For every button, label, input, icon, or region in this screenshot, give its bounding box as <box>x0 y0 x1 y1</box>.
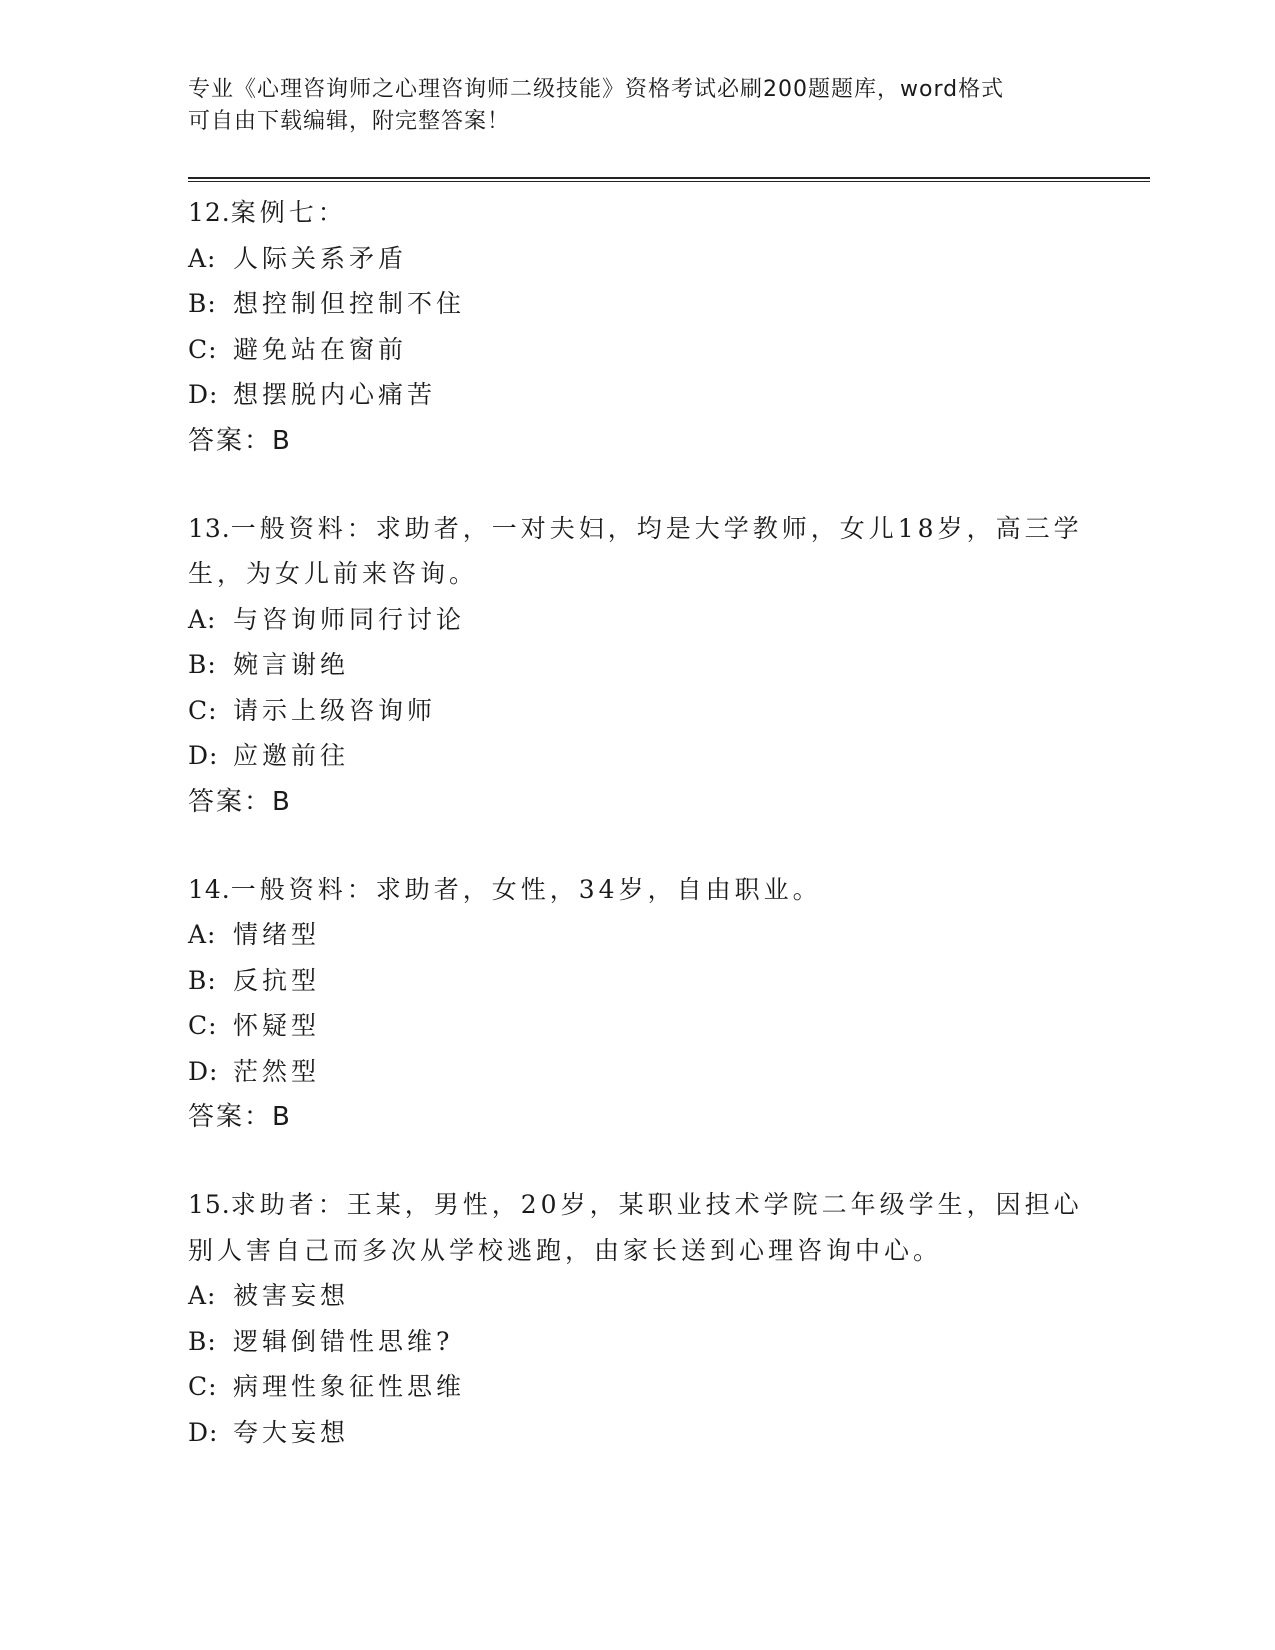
option-text: 婉言谢绝 <box>233 650 350 679</box>
question-number: 12. <box>188 198 231 227</box>
question-13 <box>188 506 1088 825</box>
option-c <box>188 1003 1088 1049</box>
option-text: 避免站在窗前 <box>233 334 408 364</box>
question-text: 案例七： <box>230 198 347 227</box>
question-list <box>188 190 1088 1497</box>
option-b <box>188 958 1088 1004</box>
question-stem <box>188 1182 1088 1273</box>
answer-line: 答案：B <box>188 1102 292 1132</box>
option-text: 病理性象征性思维 <box>233 1372 466 1401</box>
option-key: B: <box>188 1326 217 1356</box>
option-text: 被害妄想 <box>233 1281 350 1310</box>
option-d <box>188 1049 1088 1095</box>
option-text: 逻辑倒错性思维? <box>233 1326 454 1356</box>
option-text: 请示上级咨询师 <box>233 695 437 725</box>
question-text: 一般资料：求助者，一对夫妇，均是大学教师，女儿18岁，高三学生，为女儿前来咨询。 <box>188 513 1083 588</box>
option-key: B: <box>188 289 217 318</box>
question-stem <box>188 190 1088 236</box>
option-key: C: <box>188 695 218 725</box>
option-a <box>188 1273 1088 1319</box>
option-key: C: <box>188 334 218 364</box>
document-header <box>188 74 1068 138</box>
option-key: C: <box>188 1011 218 1040</box>
option-key: C: <box>188 1372 218 1401</box>
option-c <box>188 327 1088 373</box>
question-number: 14. <box>188 874 231 904</box>
question-text: 求助者：王某，男性，20岁，某职业技术学院二年级学生，因担心别人害自己而多次从学校逃跑，由家长送到心理咨询中心。 <box>188 1190 1083 1265</box>
option-key: A: <box>188 920 217 949</box>
option-key: A: <box>188 243 217 273</box>
option-b <box>188 1319 1088 1365</box>
question-number: 15. <box>188 1190 231 1219</box>
option-key: D: <box>188 1417 219 1447</box>
option-b <box>188 281 1088 327</box>
option-text: 想摆脱内心痛苦 <box>233 380 437 409</box>
option-key: B: <box>188 965 217 995</box>
option-key: A: <box>188 604 217 634</box>
header-divider-thin <box>188 181 1150 182</box>
option-d <box>188 372 1088 418</box>
header-line-2: 可自由下载编辑，附完整答案！ <box>188 109 511 134</box>
option-c <box>188 1364 1088 1410</box>
question-stem <box>188 506 1088 597</box>
option-b <box>188 642 1088 688</box>
option-text: 人际关系矛盾 <box>233 243 408 273</box>
option-key: D: <box>188 741 219 770</box>
option-text: 与咨询师同行讨论 <box>233 604 466 634</box>
question-stem <box>188 867 1088 913</box>
answer-line: 答案：B <box>188 425 292 456</box>
header-divider-thick <box>188 177 1150 179</box>
option-d <box>188 1410 1088 1456</box>
option-key: D: <box>188 1056 219 1086</box>
option-key: D: <box>188 380 219 409</box>
option-key: B: <box>188 650 217 679</box>
header-line-1: 专业《心理咨询师之心理咨询师二级技能》资格考试必刷200题题库，word格式 <box>188 77 1005 102</box>
option-text: 想控制但控制不住 <box>233 289 466 318</box>
question-number: 13. <box>188 513 231 543</box>
question-12 <box>188 190 1088 464</box>
option-text: 反抗型 <box>233 965 321 995</box>
option-a <box>188 912 1088 958</box>
option-text: 夸大妄想 <box>233 1417 350 1447</box>
question-14 <box>188 867 1088 1141</box>
option-a <box>188 597 1088 643</box>
option-key: A: <box>188 1281 217 1310</box>
option-text: 茫然型 <box>233 1056 321 1086</box>
question-15 <box>188 1182 1088 1455</box>
answer-line: 答案：B <box>188 786 292 817</box>
option-text: 怀疑型 <box>233 1011 321 1040</box>
option-text: 应邀前往 <box>233 741 350 770</box>
option-text: 情绪型 <box>233 920 321 949</box>
option-d <box>188 733 1088 779</box>
question-text: 一般资料：求助者，女性，34岁，自由职业。 <box>230 874 822 904</box>
option-a <box>188 236 1088 282</box>
option-c <box>188 688 1088 734</box>
